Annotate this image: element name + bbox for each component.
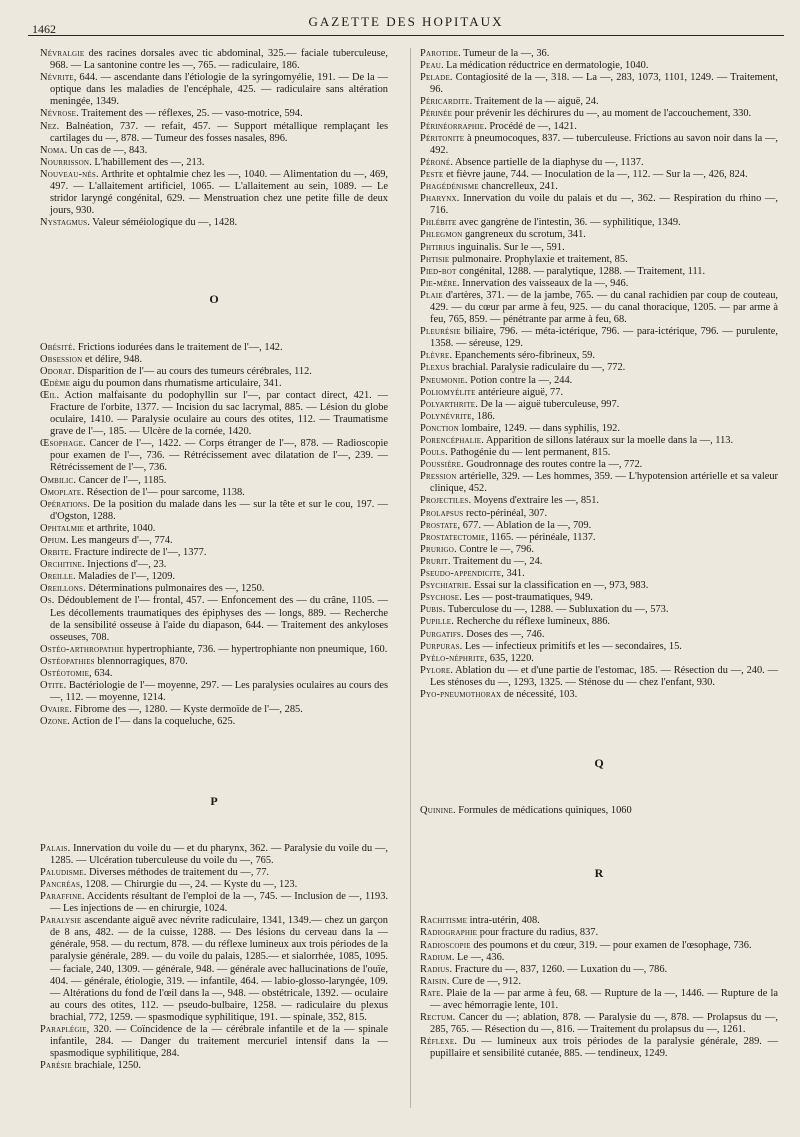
index-entry — [420, 72, 778, 96]
index-entry — [420, 121, 778, 133]
entry-headword: Radioscopie — [420, 939, 471, 951]
entry-headword: Otite — [40, 680, 64, 692]
index-entry — [420, 290, 778, 326]
entry-text: . Déterminations pulmonaires des —, 1250. — [83, 583, 265, 595]
entry-headword: Œdème — [40, 377, 71, 389]
index-entry — [40, 72, 388, 108]
entry-headword: Purpuras — [420, 640, 460, 652]
entry-text: . Innervation du voile du — et du pharynx, 362. — Paralysie du voile du —, 1285. — Ulcération tuberculeuse du voile du —, 765. — [50, 842, 388, 866]
entry-text: . Traitement du —, 24. — [447, 555, 543, 567]
index-entry — [420, 266, 778, 278]
entry-text: et délire, 948. — [82, 353, 143, 365]
index-entry — [40, 547, 388, 559]
index-entry — [40, 438, 388, 474]
entry-headword: Réflexe — [420, 1036, 455, 1048]
page-header — [30, 14, 782, 36]
index-entry — [420, 471, 778, 495]
entry-text: , 634. — [89, 668, 113, 680]
index-entry — [420, 399, 778, 411]
entry-headword: Prolapsus — [420, 507, 464, 519]
index-entry — [40, 145, 388, 157]
index-entry — [420, 387, 778, 399]
index-entry — [420, 592, 778, 604]
index-entry — [420, 520, 778, 532]
entry-headword: Rectum — [420, 1012, 453, 1024]
entry-headword: Peau — [420, 60, 441, 72]
entry-headword: Pouls — [420, 447, 446, 459]
entry-headword: Oreillons — [40, 583, 84, 595]
index-entry — [420, 556, 778, 568]
entry-text: ascendante aiguë avec névrite radiculaire, 1341, 1349.— chez un garçon de 8 ans, 482. — de la cuisse, 1288. — Des lésions du cerveau dans la — générale, 958. — du rectum, 878. — du réflexe lumineux aux trois périodes de la paralysie générale, 289. — du voile du palais, 1285.— et sialorrhée, 1085, 1095. — faciale, 240, 1309. — générale, 948. — générale avec hallucinations de l'ouïe, 404. — générale, étiologie, 319. — infantile, 464. — labio-glosso-laryngée, 109. — Altérations du fond de l'œil dans la —, 948. — obstétricale, 1392. — oculaire au cours des otites, 112. — pseudo-bulbaire, 1258. — radiculaire du plexus brachial, 772, 1259. — spasmodique syphilitique, 191. — spinale, 352, 815. — [50, 915, 388, 1023]
entry-text: . Action de l'— dans la coqueluche, 625. — [67, 716, 236, 728]
section-letter-r: R — [594, 866, 604, 881]
index-entry — [40, 48, 388, 72]
entry-text: . Cure de —, 912. — [446, 975, 521, 987]
index-entry — [420, 532, 778, 544]
entry-text: intra-utérin, 408. — [467, 915, 540, 927]
entry-headword: Névralgie — [40, 48, 85, 59]
entry-text: hypertrophiante, 736. — hypertrophiante non pneumique, 160. — [123, 643, 388, 655]
entry-headword: Paraplégie — [40, 1024, 87, 1035]
index-entry — [40, 1060, 388, 1072]
entry-headword: Plèvre — [420, 350, 450, 362]
entry-headword: Opium — [40, 535, 67, 546]
entry-headword: Ophtalmie — [40, 522, 85, 534]
entry-headword: Plexus — [420, 362, 450, 374]
index-entry — [420, 1012, 778, 1036]
index-entry — [40, 571, 388, 583]
entry-text: . Contagiosité de la —, 318. — La —, 283, 1073, 1101, 1249. — Traitement, 96. — [430, 72, 778, 96]
index-entry — [420, 326, 778, 350]
index-entry — [40, 217, 388, 229]
entry-headword: Pseudo-appendicite — [420, 568, 502, 580]
right-column — [420, 48, 778, 1060]
index-entry — [420, 988, 778, 1012]
entry-headword: Oreille — [40, 571, 74, 583]
index-entry — [420, 915, 778, 927]
entry-text: . Moyens d'extraire les —, 851. — [468, 495, 600, 507]
entry-text: . La médication réductrice en dermatologie, 1040. — [440, 60, 649, 72]
entry-text: . Maladies de l'—, 1209. — [73, 571, 176, 583]
index-entry — [40, 523, 388, 535]
index-entry — [420, 411, 778, 423]
entry-text: inguinalis. Sur le —, 591. — [455, 241, 565, 253]
entry-headword: Pharynx — [420, 193, 457, 205]
entry-text: . Les mangeurs d'—, 774. — [66, 535, 173, 546]
entry-text: lombaire, 1249. — dans syphilis, 192. — [458, 422, 620, 434]
entry-text: des poumons et du cœur, 319. — pour examen de l'œsophage, 736. — [470, 939, 752, 951]
entry-headword: Ozone — [40, 716, 68, 728]
entry-headword: Porencéphalie — [420, 435, 482, 446]
entry-text: . Innervation du voile du palais et du —, 362. — Respiration du rhino —, 716. — [430, 193, 778, 217]
index-entry — [420, 952, 778, 964]
entry-text: , 635, 1220. — [484, 652, 534, 664]
index-entry — [420, 278, 778, 290]
entry-text: . Procédé de —, 1421. — [484, 120, 577, 132]
entry-headword: Ostéotomie — [40, 668, 90, 680]
entry-headword: Ombilic — [40, 474, 74, 486]
index-entry — [420, 423, 778, 435]
index-entry — [420, 157, 778, 169]
entry-text: . Accidents résultant de l'emploi de la —, 745. — Inclusion de —, 1193. — Les injections de — en chirurgie, 1024. — [50, 890, 388, 915]
index-entry — [420, 616, 778, 628]
section-letter-o: O — [209, 292, 219, 307]
index-entry — [420, 169, 778, 181]
entry-text: et fièvre jaune, 744. — Inoculation de la —, 112. — Sur la —, 426, 824. — [443, 168, 748, 180]
entry-text: . De la position du malade dans les — sur la tête et sur le cou, 197. — d'Ogston, 1288. — [50, 498, 388, 522]
entry-text: . Innervation des vaisseaux de la —, 946. — [456, 277, 629, 289]
index-entry — [420, 964, 778, 976]
entry-text: . Potion contre la —, 244. — [464, 374, 573, 386]
index-entry — [420, 254, 778, 266]
entry-text: . Plaie de la — par arme à feu, 68. — Rupture de la —, 1446. — Rupture de la — avec hémorragie lente, 101. — [430, 987, 778, 1011]
entry-headword: Obsession — [40, 353, 83, 365]
index-entry — [420, 217, 778, 229]
entry-headword: Paraffine — [40, 890, 82, 902]
entry-headword: Poliomyélite — [420, 386, 476, 398]
entry-text: . Injections d'—, 23. — [81, 559, 167, 571]
index-entry — [40, 595, 388, 643]
entry-text: . Du — lumineux aux trois périodes de la paralysie générale, 289. — pupillaire et sensibilité cutanée, 885. — tendineux, 1249. — [430, 1036, 778, 1060]
entry-headword: Prostatectomie — [420, 531, 486, 543]
entry-text: . Tumeur de la —, 36. — [458, 48, 550, 59]
index-entry — [420, 689, 778, 701]
entry-headword: Névrose — [40, 108, 77, 120]
entry-headword: Phagédénisme — [420, 181, 479, 193]
entry-headword: Pression — [420, 471, 457, 483]
index-entry — [420, 653, 778, 665]
page-number: 1462 — [32, 22, 56, 36]
entry-text: , 186. — [471, 410, 495, 422]
entry-headword: Noma — [40, 144, 65, 156]
index-entry — [40, 108, 388, 120]
index-entry — [40, 157, 388, 169]
entry-text: à pneumocoques, 837. — tuberculeuse. Frictions au savon noir dans la —, 492. — [430, 132, 778, 156]
index-entry — [420, 580, 778, 592]
entry-headword: Périnée — [420, 108, 453, 120]
index-entry — [40, 644, 388, 656]
entry-text: pour fracture du radius, 837. — [477, 927, 599, 939]
entry-text: aigu du poumon dans rhumatisme articulaire, 341. — [70, 377, 282, 389]
index-entry — [40, 378, 388, 390]
header-rule — [28, 35, 784, 36]
entry-headword: Pancréas — [40, 878, 81, 890]
index-entry — [420, 60, 778, 72]
entry-headword: Palais — [40, 842, 68, 854]
entry-headword: Ostéo-arthropathie — [40, 643, 124, 655]
entry-headword: Phlegmon — [420, 229, 463, 241]
entry-headword: Radius — [420, 963, 450, 975]
index-entry — [40, 169, 388, 217]
entry-text: d'artères, 371. — de la jambe, 765. — du canal rachidien par coup de couteau, 429. — du cœur par arme à feu, 925. — du canal thoracique, 1205. — par arme à feu, 765, 859. — pénétrante par arme à feu, 68. — [430, 289, 778, 326]
entry-headword: Ovaire — [40, 704, 70, 716]
entry-headword: Pie-mère — [420, 277, 457, 289]
entry-text: . Pathogénie du — lent permanent, 815. — [445, 447, 611, 459]
index-entry — [420, 940, 778, 952]
index-entry — [420, 927, 778, 939]
entry-headword: Nystagmus — [40, 217, 88, 229]
entry-text: . Bactériologie de l'— moyenne, 297. — Les paralysies oculaires au cours des —, 112. — moyenne, 1214. — [50, 680, 388, 704]
index-entry — [40, 656, 388, 668]
index-entry — [40, 867, 388, 879]
entry-text: . Le —, 436. — [451, 951, 505, 963]
entry-headword: Peste — [420, 168, 444, 180]
index-entry — [420, 229, 778, 241]
index-entry — [40, 668, 388, 680]
entry-headword: Plaie — [420, 289, 443, 301]
index-entry — [40, 487, 388, 499]
entry-text: . Disparition de l'— au cours des tumeurs cérébrales, 112. — [72, 365, 312, 377]
entry-text: chancrelleux, 241. — [478, 181, 558, 193]
index-entry — [420, 629, 778, 641]
entry-text: . Fracture du —, 837, 1260. — Luxation du —, 786. — [449, 963, 668, 975]
index-entry — [420, 435, 778, 447]
entry-headword: Rate — [420, 987, 441, 999]
index-entry — [420, 604, 778, 616]
entry-text: . De la — aiguë tuberculeuse, 997. — [475, 398, 620, 410]
entry-text: . Dédoublement de l'— frontal, 457. — Enfoncement des — du crâne, 1105. — Les décollements traumatiques des épiphyses des — longs, 889. — Recherche de la sensibilité osseuse à l'aide du diapason, 644. — Traitement des ankyloses osseuses, 708. — [50, 595, 388, 643]
index-entry — [420, 242, 778, 254]
entry-text: . Cancer de l'—, 1185. — [73, 474, 167, 486]
entry-headword: Orbite — [40, 547, 69, 559]
entry-headword: Polyarthrite — [420, 398, 476, 410]
index-entry — [420, 362, 778, 374]
entry-headword: Phtirius — [420, 241, 455, 253]
entry-text: . Valeur séméiologique du —, 1428. — [87, 217, 238, 229]
index-entry — [420, 805, 778, 817]
entry-text: . Apparition de sillons latéraux sur la moelle dans la —, 113. — [481, 435, 734, 446]
entry-text: . Un cas de —, 843. — [64, 144, 148, 156]
index-entry — [420, 96, 778, 108]
entry-headword: Poussière — [420, 459, 462, 471]
entry-text: avec gangrène de l'intestin, 36. — syphilitique, 1349. — [456, 217, 681, 229]
index-entry — [40, 499, 388, 523]
entry-headword: Prostate — [420, 519, 458, 531]
entry-headword: Opérations — [40, 498, 88, 510]
entry-headword: Pyélo-néphrite — [420, 652, 485, 664]
entry-text: . Formules de médications quiniques, 1060 — [453, 805, 632, 817]
entry-text: , 644. — ascendante dans l'étiologie de la syringomyélie, 191. — De la — optique dans les maladies de l'encéphale, 425. — radiculaire sans altération meningée, 1349. — [50, 72, 388, 108]
entry-text: . Résection de l'— pour sarcome, 1138. — [81, 486, 245, 498]
entry-headword: Prurit — [420, 555, 448, 567]
index-entry — [420, 641, 778, 653]
entry-text: biliaire, 796. — méta-ictérique, 796. — para-ictérique, 796. — purulente, 1358. — séreuse, 129. — [430, 326, 778, 350]
entry-text: . Absence partielle de la diaphyse du —, 1137. — [450, 156, 644, 168]
entry-headword: Ponction — [420, 422, 459, 434]
entry-headword: Périnéorraphie — [420, 120, 485, 132]
index-entry — [40, 583, 388, 595]
entry-headword: Pyo-pneumothorax — [420, 688, 502, 700]
entry-headword: Pylore — [420, 664, 451, 676]
index-entry — [420, 568, 778, 580]
entry-text: . Cancer du —; ablation, 878. — Paralysie du —, 878. — Prolapsus du —, 285, 765. — Résection du —, 816. — Traitement du prolapsus du —, 1261. — [430, 1012, 778, 1036]
entry-text: congénital, 1288. — paralytique, 1288. — Traitement, 111. — [456, 265, 706, 277]
entry-headword: Paralysie — [40, 915, 82, 927]
entry-text: . Cancer de l'—, 1422. — Corps étranger de l'—, 878. — Radioscopie pour examen de l'—, 736. — Rétrécissement avec dilatation de l'—, 239. — Rétrécissement de l'—, 736. — [50, 438, 388, 474]
index-entry — [40, 891, 388, 915]
entry-text: . Action malfaisante du podophyllin sur l'—, par contact direct, 421. — Fracture de l'orbite, 1377. — Incision du sac lacrymal, 885. — Lésion du globe oculaire, 1410. — Paralysie oculaire au cours des otites, 112. — Traumatisme grave de l'—, 185. — Ulcère de la cornée, 1420. — [50, 389, 388, 438]
section-letter-q: Q — [594, 756, 604, 771]
entry-headword: Péritonite — [420, 132, 465, 144]
left-column — [40, 48, 388, 1072]
entry-headword: Psychose — [420, 592, 460, 604]
entry-headword: Psychiatrie — [420, 580, 469, 592]
entry-headword: Pelade — [420, 72, 450, 84]
entry-text: . Goudronnage des routes contre la —, 772. — [461, 459, 643, 471]
entry-headword: Purgatifs — [420, 628, 462, 640]
entry-headword: Péricardite — [420, 96, 470, 108]
entry-text: , 341. — [501, 568, 525, 580]
entry-headword: Raisin — [420, 975, 447, 987]
index-entry — [40, 366, 388, 378]
entry-text: . Traitement des — réflexes, 25. — vaso-motrice, 594. — [76, 108, 303, 120]
entry-text: pour prévenir les déchirures du —, au moment de l'accouchement, 330. — [452, 108, 752, 120]
entry-text: . Arthrite et ophtalmie chez les —, 1040. — Alimentation du —, 469, 497. — L'allaitement artificiel, 1065. — L'allaitement au sein, 1089. — Le stridor laryngé congénital, 629. — Menstruation chez une petite fille de deux jours, 930. — [50, 168, 388, 217]
entry-headword: Os — [40, 595, 52, 607]
index-entry — [40, 879, 388, 891]
entry-headword: Parésie — [40, 1060, 72, 1072]
index-entry — [40, 559, 388, 571]
index-entry — [40, 704, 388, 716]
index-entry — [420, 193, 778, 217]
entry-text: , 320. — Coïncidence de la — cérébrale infantile et de la — spinale infantile, 284. — Danger du traitement mercuriel intensif dans la — spasmodique syphilitique, 284. — [50, 1024, 388, 1060]
entry-text: gangreneux du scrotum, 341. — [462, 229, 586, 241]
entry-text: . Fibrome des —, 1280. — Kyste dermoïde de l'—, 285. — [69, 704, 303, 716]
entry-text: . Fracture indirecte de l'—, 1377. — [68, 547, 207, 559]
entry-text: . Diverses méthodes de traitement du —, 77. — [83, 866, 270, 878]
entry-headword: Œsophage — [40, 438, 84, 450]
running-title: GAZETTE DES HOPITAUX — [308, 14, 504, 29]
index-entry — [420, 181, 778, 193]
entry-text: artérielle, 329. — Les hommes, 359. — L'hypotension artérielle et sa valeur clinique, 452. — [430, 471, 778, 495]
section-letter-p: P — [210, 793, 218, 808]
entry-headword: Rachitisme — [420, 915, 468, 927]
entry-headword: Nourrisson — [40, 156, 90, 168]
index-entry — [420, 350, 778, 362]
index-entry — [420, 48, 778, 60]
entry-text: . Frictions iodurées dans le traitement de l'—, 142. — [72, 341, 283, 353]
index-entry — [40, 1024, 388, 1060]
index-entry — [40, 342, 388, 354]
index-entry — [420, 665, 778, 689]
entry-headword: Omoplate — [40, 486, 82, 498]
entry-text: . Recherche du réflexe lumineux, 886. — [451, 616, 610, 628]
index-entry — [40, 390, 388, 438]
entry-headword: Orchitine — [40, 559, 82, 571]
entry-text: , 1165. — périnéale, 1137. — [485, 531, 596, 543]
entry-text: . L'habillement des —, 213. — [89, 156, 205, 168]
index-entry — [420, 495, 778, 507]
index-entry — [420, 459, 778, 471]
entry-headword: Prurigo — [420, 543, 455, 555]
index-entry — [40, 354, 388, 366]
entry-text: blennorragiques, 870. — [94, 655, 188, 667]
entry-headword: Phlébite — [420, 217, 457, 229]
entry-headword: Projectiles — [420, 495, 469, 507]
index-entry — [420, 1036, 778, 1060]
index-entry — [420, 133, 778, 157]
entry-text: . Tuberculose du —, 1288. — Subluxation du —, 573. — [442, 604, 669, 616]
index-entry — [40, 121, 388, 145]
entry-text: et arthrite, 1040. — [84, 522, 156, 534]
index-entry — [420, 108, 778, 120]
entry-text: . Balnéation, 737. — refait, 457. — Support métallique remplaçant les cartilages du —, 878. — Tumeur des fosses nasales, 896. — [50, 120, 388, 144]
entry-text: . Doses des —, 746. — [461, 628, 545, 640]
entry-text: brachial. Paralysie radiculaire du —, 772. — [449, 362, 626, 374]
entry-headword: Pupille — [420, 616, 452, 628]
entry-headword: Polynévrite — [420, 410, 472, 422]
entry-text: . Essai sur la classification en —, 973, 983. — [468, 580, 649, 592]
index-entry — [420, 508, 778, 520]
index-entry — [40, 915, 388, 1024]
column-divider — [410, 48, 411, 1108]
entry-text: , 1208. — Chirurgie du —, 24. — Kyste du —, 123. — [80, 878, 298, 890]
entry-headword: Pneumonie — [420, 374, 465, 386]
entry-headword: Œil — [40, 389, 57, 401]
entry-text: pulmonaire. Prophylaxie et traitement, 85. — [449, 253, 628, 265]
entry-text: . Ablation du — et d'une partie de l'estomac, 185. — Résection du —, 240. — Les sténoses du —, 1293, 1325. — Sténose du — chez l'enfant, 930. — [430, 664, 778, 688]
index-entry — [40, 680, 388, 704]
entry-headword: Pied-bot — [420, 265, 457, 277]
index-entry — [40, 475, 388, 487]
entry-headword: Phtisie — [420, 253, 450, 265]
entry-text: recto-périnéal, 307. — [463, 507, 548, 519]
entry-headword: Radiographie — [420, 927, 478, 939]
entry-text: . Epanchements séro-fibrineux, 59. — [449, 350, 595, 362]
entry-headword: Nez — [40, 120, 57, 132]
entry-headword: Odorat — [40, 365, 73, 377]
entry-text: . Les — post-traumatiques, 949. — [459, 592, 593, 604]
entry-headword: Pubis — [420, 604, 443, 616]
entry-text: antérieure aiguë, 77. — [475, 386, 564, 398]
entry-text: . Traitement de la — aiguë, 24. — [469, 96, 599, 108]
entry-headword: Radium — [420, 951, 452, 963]
entry-headword: Ostéopathies — [40, 655, 95, 667]
entry-text: des racines dorsales avec tic abdominal, 325.— faciale tuberculeuse, 968. — La santonine contre les —, 765. — radiculaire, 186. — [50, 48, 388, 72]
entry-text: . Contre le —, 796. — [454, 543, 534, 555]
entry-headword: Péroné — [420, 156, 451, 168]
index-entry — [40, 843, 388, 867]
entry-text: de nécessité, 103. — [501, 688, 578, 700]
index-entry — [420, 976, 778, 988]
entry-headword: Pleurésie — [420, 326, 461, 338]
entry-text: , 677. — Ablation de la —, 709. — [457, 519, 592, 531]
entry-headword: Paludisme — [40, 866, 84, 878]
entry-headword: Parotide — [420, 48, 459, 59]
entry-text: brachiale, 1250. — [71, 1060, 141, 1072]
index-entry — [40, 716, 388, 728]
entry-headword: Obésité — [40, 341, 73, 353]
index-entry — [420, 447, 778, 459]
index-entry — [420, 375, 778, 387]
index-entry — [420, 544, 778, 556]
entry-headword: Névrite — [40, 72, 74, 84]
index-entry — [40, 535, 388, 547]
entry-text: . Les — infectieux primitifs et les — secondaires, 15. — [459, 640, 682, 652]
entry-headword: Nouveau-nés — [40, 168, 96, 180]
entry-headword: Quinine — [420, 805, 454, 817]
